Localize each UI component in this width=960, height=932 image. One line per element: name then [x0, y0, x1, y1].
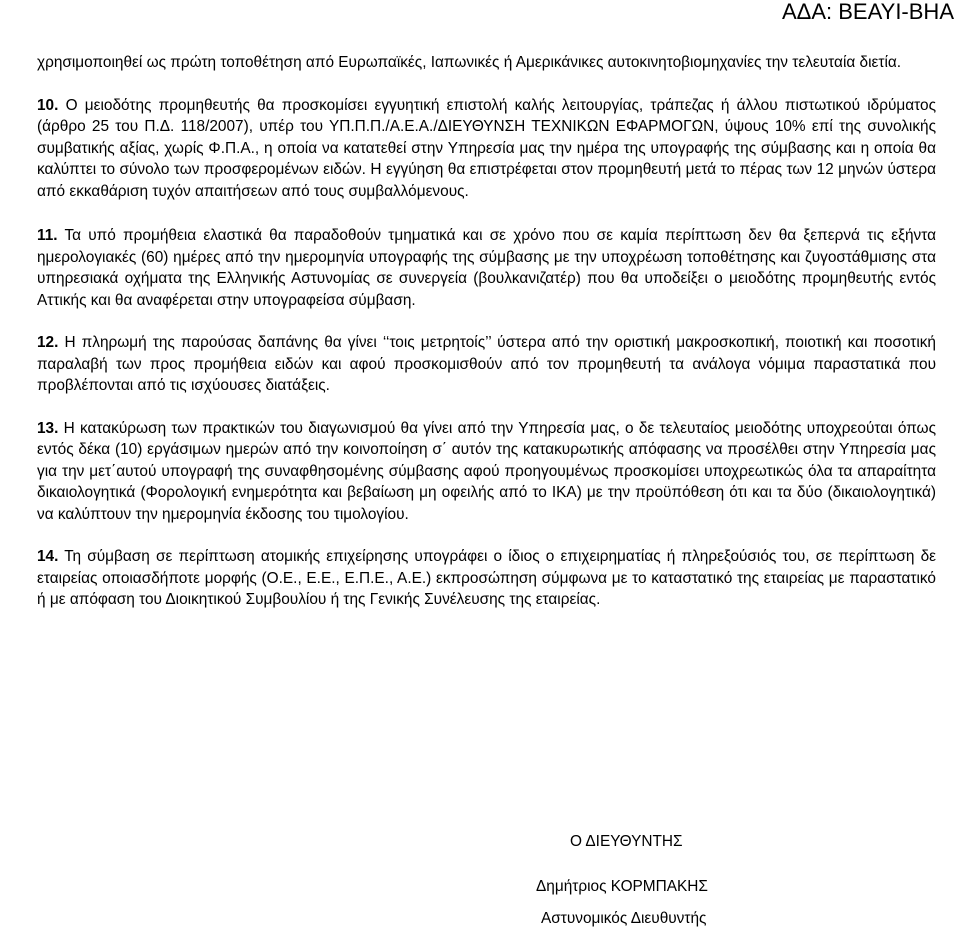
- paragraph-text: Η κατακύρωση των πρακτικών του διαγωνισμού θα γίνει από την Υπηρεσία μας, ο δε τελευταίος μειοδότης υποχρεούται όπως εντός δέκα (10) εργάσιμων ημερών από την κοινοποίηση σ΄ αυτόν της κατακυρωτικής απόφασης να προσέλθει στην Υπηρεσία μας για την μετ΄αυτού υπογραφή της συναφθησομένης σύμβασης αφού προηγουμένως προσκομίσει υποχρεωτικώς όλα τα απαραίτητα δικαιολογητικά (Φορολογική ενημερότητα και βεβαίωση μη οφειλής από το ΙΚΑ) με την προϋπόθεση ότι και τα δύο (δικαιολογητικά) να καλύπτουν την ημερομηνία έκδοσης του τιμολογίου.: [37, 419, 936, 523]
- paragraph-number: 12.: [37, 334, 59, 351]
- signature-name: Δημήτριος ΚΟΡΜΠΑΚΗΣ: [536, 878, 708, 895]
- paragraph-number: 14.: [37, 548, 59, 565]
- paragraph-13: [37, 418, 936, 526]
- paragraph-10: [37, 95, 936, 203]
- paragraph-text: Τη σύμβαση σε περίπτωση ατομικής επιχείρησης υπογράφει ο ίδιος ο επιχειρηματίας ή πληρεξούσιός του, σε περίπτωση δε εταιρείας οποιασδήποτε μορφής (Ο.Ε., Ε.Ε., Ε.Π.Ε., Α.Ε.) εκπροσώπηση σύμφωνα με το καταστατικό της εταιρείας με παραστατικό ή με απόφαση του Διοικητικού Συμβουλίου ή της Γενικής Συνέλευσης της εταιρείας.: [37, 548, 936, 608]
- ada-header: ΑΔΑ: ΒΕΑΥΙ-ΒΗΑ: [781, 0, 954, 24]
- paragraph-12: [37, 332, 936, 397]
- paragraph-text: Ο μειοδότης προμηθευτής θα προσκομίσει εγγυητική επιστολή καλής λειτουργίας, τράπεζας ή άλλου πιστωτικού ιδρύματος (άρθρο 25 του Π.Δ. 118/2007), υπέρ του ΥΠ.Π.Π./Α.Ε.Α./ΔΙΕΥΘΥΝΣΗ ΤΕΧΝΙΚΩΝ ΕΦΑΡΜΟΓΩΝ, ύψους 10% επί της συνολικής συμβατικής αξίας, χωρίς Φ.Π.Α., η οποία να κατατεθεί στην Υπηρεσία μας την ημέρα της υπογραφής της σύμβασης και η οποία θα καλύπτει το σύνολο των προσφερομένων ειδών. Η εγγύηση θα επιστρέφεται στον προμηθευτή μετά το πέρας των 12 μηνών ύστερα από εκκαθάριση τυχόν απαιτήσεων από τους συμβαλλόμενους.: [37, 96, 936, 200]
- paragraph-text: Τα υπό προμήθεια ελαστικά θα παραδοθούν τμηματικά και σε χρόνο που σε καμία περίπτωση δεν θα ξεπερνά τις εξήντα ημερολογιακές (60) ημέρες από την ημερομηνία υπογραφής της σύμβασης με την υποχρέωση τοποθέτησης και ζυγοστάθμισης στα υπηρεσιακά οχήματα της Ελληνικής Αστυνομίας σε συνεργεία (βουλκανιζατέρ) που θα υποδείξει ο μειοδότης προμηθευτής εντός Αττικής και θα αναφέρεται στην υπογραφείσα σύμβαση.: [37, 227, 936, 309]
- document-body: [37, 52, 936, 611]
- paragraph-number: 11.: [37, 227, 58, 244]
- paragraph-number: 13.: [37, 419, 59, 437]
- paragraph-number: 10.: [37, 96, 59, 114]
- signature-rank: Αστυνομικός Διευθυντής: [541, 910, 707, 927]
- signature-title: Ο ΔΙΕΥΘΥΝΤΗΣ: [570, 833, 683, 850]
- paragraph-14: [37, 546, 936, 611]
- paragraph-text: Η πληρωμή της παρούσας δαπάνης θα γίνει ‘‘τοις μετρητοίς’’ ύστερα από την οριστική μακροσκοπική, ποιοτική και ποσοτική παραλαβή των προς προμήθεια ειδών και αφού προσκομισθούν από τον προμηθευτή τα ανάλογα νόμιμα παραστατικά που προβλέπονται από τις ισχύουσες διατάξεις.: [37, 334, 936, 394]
- continuation-paragraph: χρησιμοποιηθεί ως πρώτη τοποθέτηση από Ευρωπαϊκές, Ιαπωνικές ή Αμερικάνικες αυτοκινητοβιομηχανίες την τελευταία διετία.: [37, 54, 902, 71]
- paragraph-11: [37, 225, 936, 311]
